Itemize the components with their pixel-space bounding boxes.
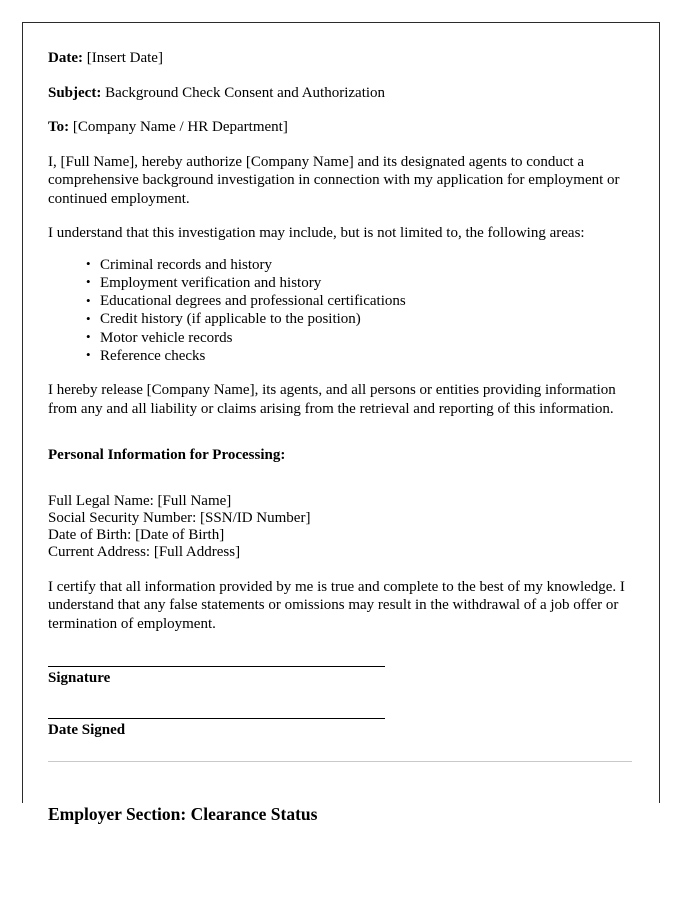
personal-info-line: Full Legal Name: [Full Name] bbox=[48, 492, 232, 509]
employer-section-heading: Employer Section: Clearance Status bbox=[48, 803, 318, 824]
spacer bbox=[48, 68, 632, 84]
date-signed-label: Date Signed bbox=[48, 722, 126, 739]
spacer bbox=[48, 739, 632, 761]
authorization-paragraph: I, [Full Name], hereby authorize [Company Name] and its designated agents to conduct a comprehensive background investigation in connection with my application for employment or continued employment. bbox=[48, 153, 620, 207]
field-to bbox=[48, 118, 632, 137]
top-spacer bbox=[48, 23, 632, 49]
spacer bbox=[48, 243, 632, 256]
field-date-value: [Insert Date] bbox=[86, 50, 163, 66]
list-item: • Educational degrees and professional certifications bbox=[86, 292, 632, 310]
signature-block bbox=[48, 666, 385, 687]
document-page bbox=[22, 22, 660, 824]
field-to-value: [Company Name / HR Department] bbox=[72, 119, 288, 135]
field-subject-value: Background Check Consent and Authorization bbox=[105, 84, 386, 101]
field-date-label: Date: bbox=[48, 50, 83, 66]
signature-label: Signature bbox=[48, 670, 111, 687]
personal-information-fields bbox=[48, 493, 632, 562]
spacer bbox=[48, 480, 632, 493]
spacer bbox=[48, 208, 632, 224]
personal-information-heading: Personal Information for Processing: bbox=[48, 447, 286, 464]
spacer bbox=[48, 102, 632, 118]
spacer bbox=[48, 365, 632, 381]
field-date bbox=[48, 49, 632, 68]
field-subject bbox=[48, 84, 632, 103]
spacer bbox=[48, 762, 632, 785]
date-signed-block bbox=[48, 718, 385, 739]
list-item: • Motor vehicle records bbox=[86, 329, 632, 347]
release-paragraph: I hereby release [Company Name], its agents, and all persons or entities providing information from any and all liability or claims arising from the retrieval and reporting of this information. bbox=[48, 382, 616, 417]
spacer bbox=[48, 687, 632, 718]
list-item: • Employment verification and history bbox=[86, 274, 632, 292]
personal-info-line: Social Security Number: [SSN/ID Number] bbox=[48, 509, 311, 526]
document-body bbox=[23, 23, 659, 825]
scope-intro-paragraph: I understand that this investigation may include, but is not limited to, the following areas: bbox=[48, 225, 585, 241]
personal-info-line: Current Address: [Full Address] bbox=[48, 544, 241, 561]
personal-info-line: Date of Birth: [Date of Birth] bbox=[48, 527, 225, 544]
spacer bbox=[48, 137, 632, 153]
certification-paragraph: I certify that all information provided by me is true and complete to the best of my knowledge. I understand that any false statements or omissions may result in the withdrawal of a job offer or termination of employment. bbox=[48, 578, 625, 632]
field-to-label: To: bbox=[48, 119, 70, 135]
list-item: • Criminal records and history bbox=[86, 256, 632, 274]
spacer bbox=[48, 633, 632, 666]
field-subject-label: Subject: bbox=[48, 84, 102, 101]
spacer bbox=[48, 418, 632, 431]
spacer bbox=[48, 562, 632, 578]
list-item: • Credit history (if applicable to the position) bbox=[86, 310, 632, 328]
list-item: • Reference checks bbox=[86, 347, 632, 365]
investigation-areas-list bbox=[48, 256, 632, 366]
